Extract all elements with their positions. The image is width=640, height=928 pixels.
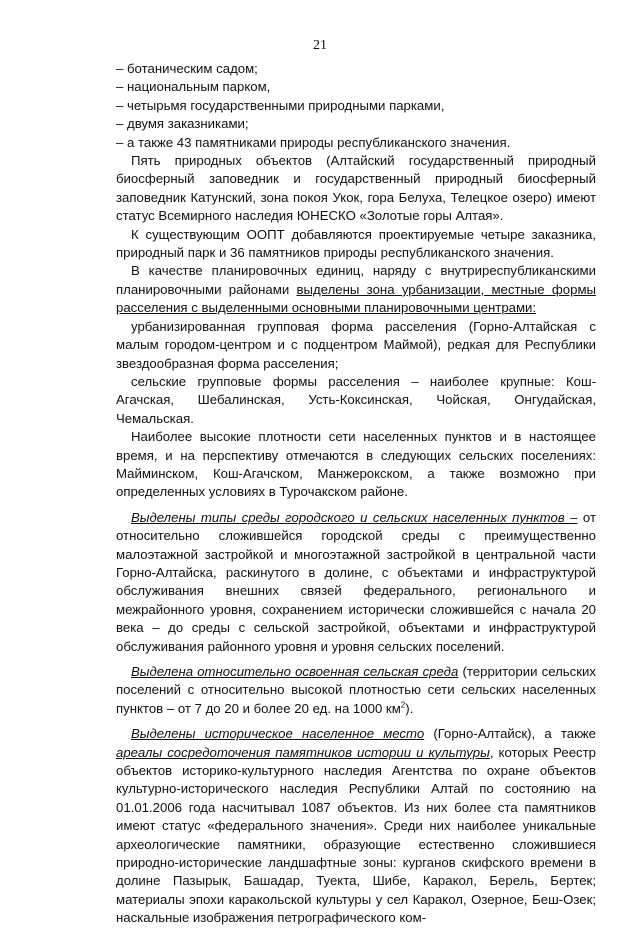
planning-units-text: В качестве планировочных единиц, наряду с внутриреспубликанскими планировочными районами: [116, 263, 596, 297]
rural-environment-emphasis: Выделена относительно освоенная сельская среда: [131, 664, 459, 679]
planning-units-underlined: выделены зона урбанизации, местные формы расселения с выделенными основными планировочными центрами:: [116, 281, 596, 316]
superscript-2: 2: [400, 700, 406, 710]
page-number: 21: [313, 38, 327, 53]
monuments-areas-emphasis: ареалы сосредоточения памятников истории и культуры: [116, 744, 490, 760]
paragraph-urban-settlement: урбанизированная групповая форма расселения (Горно-Алтайская с малым городом-центром и с подцентром Маймой), редкая для Республики звездообразная форма расселения;: [116, 318, 596, 371]
historic-place-text: (Горно-Алтайск), а также: [424, 726, 596, 742]
paragraph-rural-settlement: сельские групповые формы расселения – наиболее крупные: Кош-Агачская, Шебалинская, Усть-Коксинская, Чойская, Онгудайская, Чемальская.: [116, 373, 596, 426]
list-item: – а также 43 памятниками природы республиканского значения.: [116, 134, 511, 150]
paragraph-density: Наиболее высокие плотности сети населенных пунктов и в настоящее время, и на перспективу отмечаются в следующих сельских поселениях: Майминском, Кош-Агачском, Манжерокском, а также возможно при определенных условиях в Турочакском районе.: [116, 429, 596, 500]
list-item: – двумя заказниками;: [116, 116, 249, 132]
list-item: – национальным парком,: [116, 79, 271, 95]
paragraph-historic-places: [116, 725, 596, 927]
paragraph-planning-units: [116, 262, 596, 317]
monuments-text: , которых Реестр объектов историко-культурного наследия Агентства по охране объектов культурно-исторического наследия Республики Алтай по состоянию на 01.01.2006 года насчитывал 1087 объектов. Из них более ста памятников имеют статус «федерального значения». Среди них наиболее уникальные археологические памятники, образующие естественно сложившиеся природно-исторические ландшафтные зоны: курганов скифского времени в долине Пазырык, Башадар, Туекта, Шибе, Каракол, Берель, Бертек; материалы эпохи каракольской культуры у сел Каракол, Озерное, Беш-Озек; наскальные изображения петрографического ком-: [116, 744, 596, 926]
document-body: [116, 60, 596, 928]
paragraph-rural-environment: [116, 663, 596, 718]
list-item: – четырьмя государственными природными парками,: [116, 97, 445, 113]
historic-place-emphasis: Выделены историческое населенное место: [131, 726, 425, 742]
rural-environment-text: (территории сельских поселений с относительно высокой плотностью сети сельских населенных пунктов – от 7 до 20 и более 20 ед. на 1000 км: [116, 664, 596, 716]
environment-types-emphasis: Выделены типы среды городского и сельских населенных пунктов –: [131, 509, 578, 525]
paragraph-planned-oopt: К существующим ООПТ добавляются проектируемые четыре заказника, природный парк и 36 памятников природы республиканского значения.: [116, 226, 596, 261]
rural-environment-end: ).: [405, 700, 414, 716]
paragraph-environment-types: [116, 509, 596, 656]
paragraph-unesco: Пять природных объектов (Алтайский государственный природный биосферный заповедник и государственный природный биосферный заповедник Катунский, зона покоя Укок, гора Белуха, Телецкое озеро) имеют статус Всемирного наследия ЮНЕСКО «Золотые горы Алтая».: [116, 153, 596, 224]
environment-types-text: от относительно сложившейся городской среды с преимущественно малоэтажной застройкой и многоэтажной застройкой в центральной части Горно-Алтайска, раскинутого в долине, с объектами и инфраструктурой обслуживания внешних связей федерального, регионального и межрайонного уровня, сохранением исторически сложившейся с начала 20 века – до среды с сельской застройкой, объектами и инфраструктурой обслуживания районного уровня и уровня сельских поселений.: [116, 509, 596, 654]
list-item: – ботаническим садом;: [116, 61, 258, 76]
